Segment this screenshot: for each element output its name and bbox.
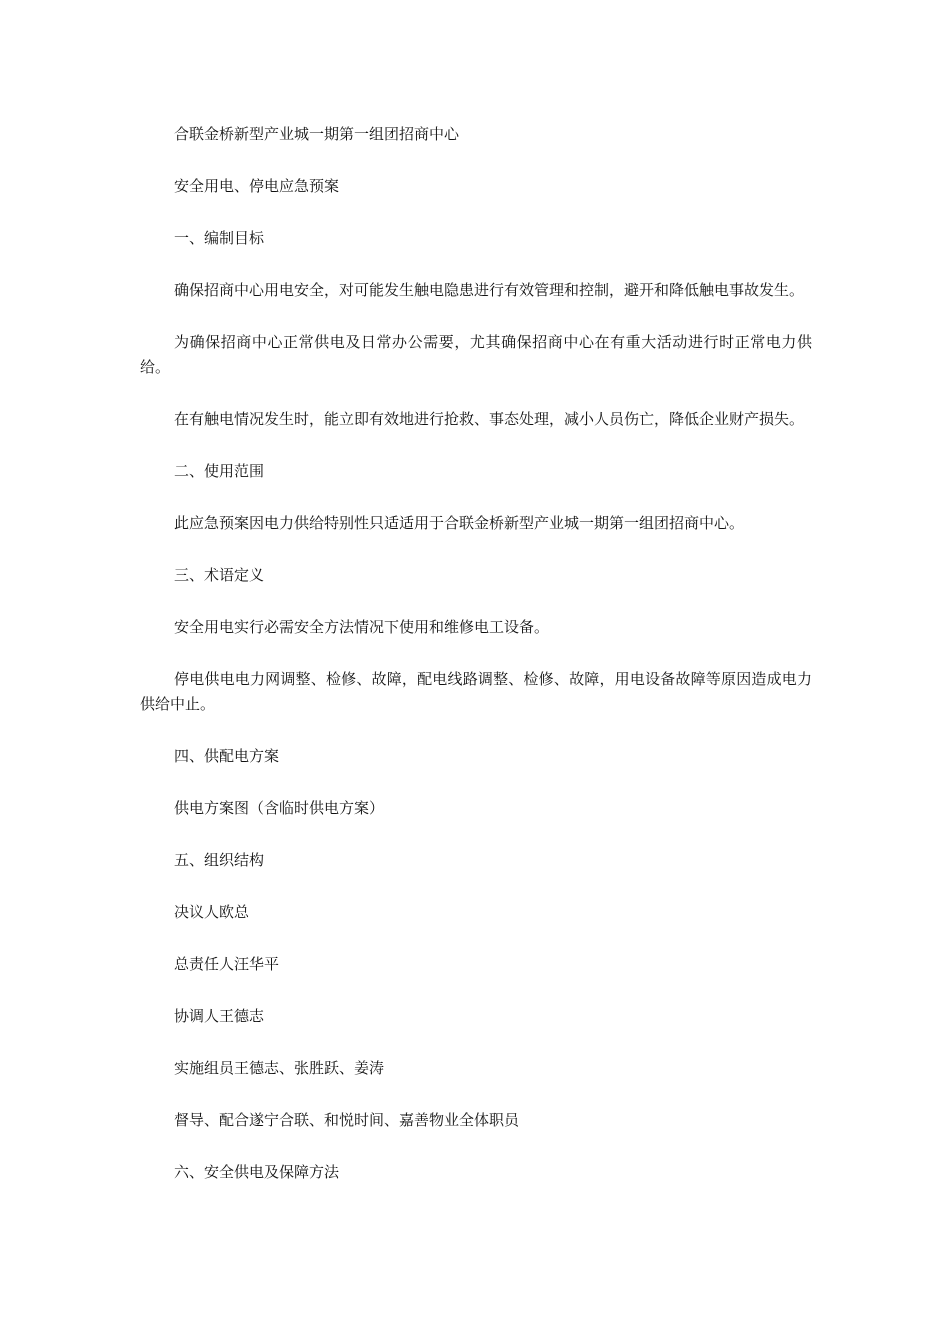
paragraph: 总责任人汪华平	[174, 955, 280, 973]
paragraph: 确保招商中心用电安全，对可能发生触电隐患进行有效管理和控制，避开和降低触电事故发生。	[174, 281, 805, 299]
document-subtitle: 安全用电、停电应急预案	[174, 177, 340, 195]
paragraph: 此应急预案因电力供给特别性只适适用于合联金桥新型产业城一期第一组团招商中心。	[174, 514, 745, 532]
section-heading-scope: 二、使用范围	[174, 462, 265, 480]
paragraph: 督导、配合遂宁合联、和悦时间、嘉善物业全体职员	[174, 1111, 520, 1129]
paragraph: 决议人欧总	[174, 903, 250, 921]
document-title: 合联金桥新型产业城一期第一组团招商中心	[174, 125, 460, 143]
section-heading-safety-measures: 六、安全供电及保障方法	[174, 1163, 340, 1181]
paragraph: 协调人王德志	[174, 1007, 265, 1025]
section-heading-organization: 五、组织结构	[174, 851, 265, 869]
section-heading-definitions: 三、术语定义	[174, 566, 265, 584]
section-heading-power-plan: 四、供配电方案	[174, 747, 280, 765]
section-heading-objectives: 一、编制目标	[174, 229, 265, 247]
document-body	[140, 122, 812, 1212]
paragraph: 供电方案图（含临时供电方案）	[174, 799, 385, 817]
paragraph: 实施组员王德志、张胜跃、姜涛	[174, 1059, 385, 1077]
paragraph: 为确保招商中心正常供电及日常办公需要，尤其确保招商中心在有重大活动进行时正常电力供给。	[140, 333, 812, 376]
paragraph: 停电供电电力网调整、检修、故障，配电线路调整、检修、故障，用电设备故障等原因造成电力供给中止。	[140, 670, 812, 713]
paragraph: 安全用电实行必需安全方法情况下使用和维修电工设备。	[174, 618, 550, 636]
paragraph: 在有触电情况发生时，能立即有效地进行抢救、事态处理，减小人员伤亡，降低企业财产损失。	[174, 410, 805, 428]
